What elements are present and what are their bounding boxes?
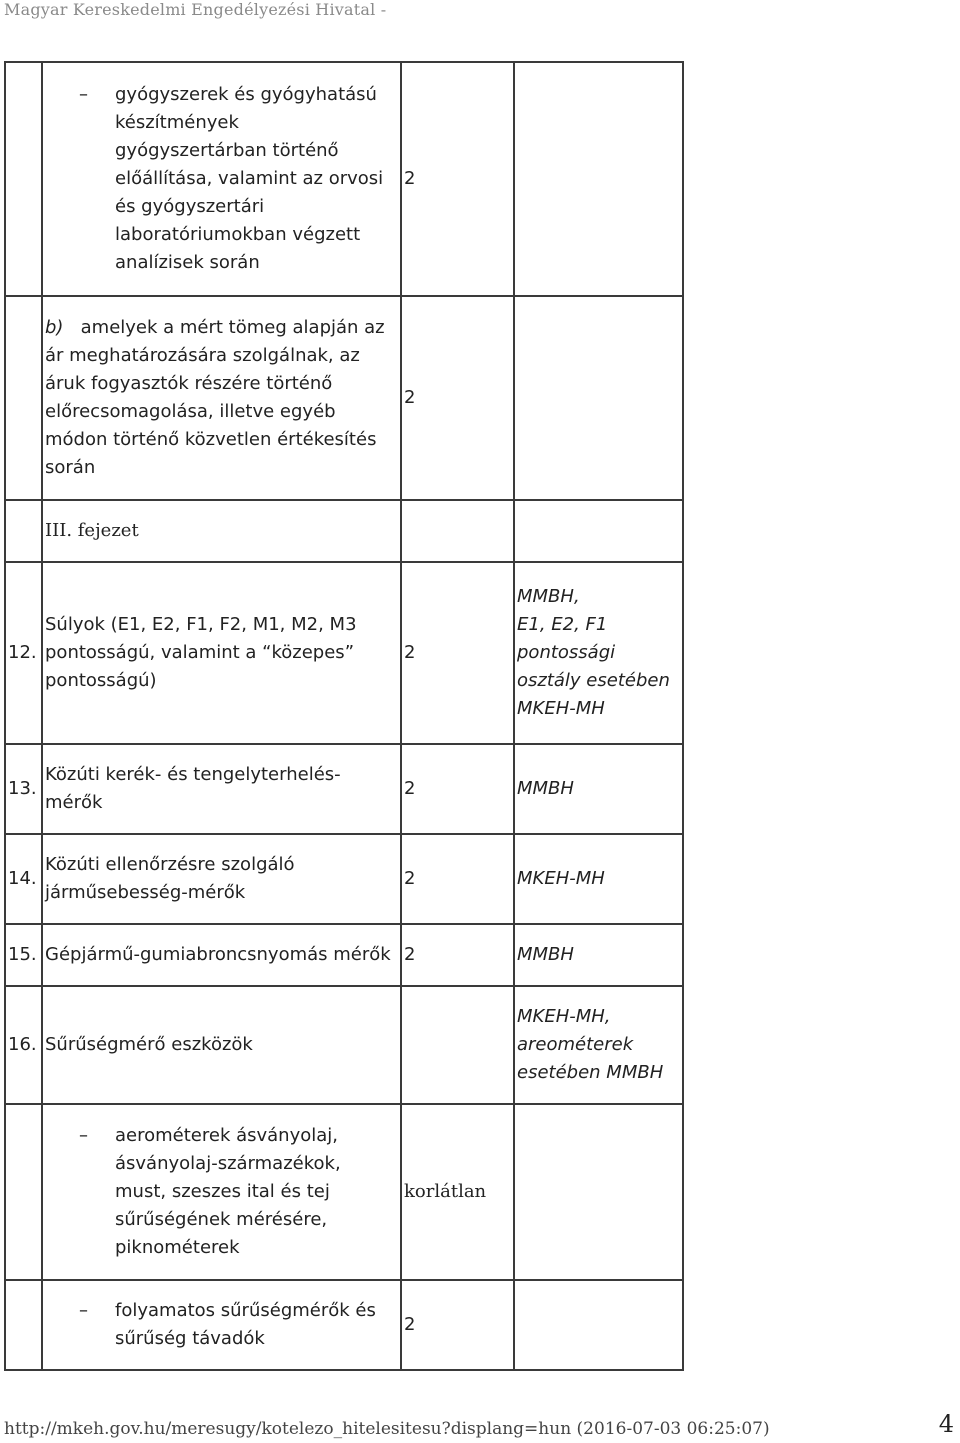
authority-cell: MKEH-MH <box>514 834 683 924</box>
page-header-title: Magyar Kereskedelmi Engedélyezési Hivatal - <box>4 0 387 19</box>
table-row <box>5 924 683 986</box>
description-text: aerométerek ásványolaj, ásványolaj-származékok, must, szeszes ital és tej sűrűségének mérésére, piknométerek <box>115 1125 341 1258</box>
value-cell: 2 <box>401 62 514 296</box>
row-number-cell: 15. <box>5 924 42 986</box>
description-text: folyamatos sűrűségmérők és sűrűség távadók <box>115 1300 376 1349</box>
authority-cell: MMBH <box>514 744 683 834</box>
authority-line: esetében MMBH <box>517 1062 664 1083</box>
authority-cell <box>514 562 683 744</box>
description-cell <box>42 1280 401 1370</box>
authority-cell <box>514 62 683 296</box>
value-cell: 2 <box>401 296 514 500</box>
description-text: amelyek a mért tömeg alapján az ár meghatározására szolgálnak, az áruk fogyasztók részére történő előrecsomagolása, illetve egyéb módon történő közvetlen értékesítés során <box>45 317 385 478</box>
authority-line: E1, E2, F1 <box>517 614 608 635</box>
page-number: 4 <box>938 1410 954 1438</box>
value-cell: korlátlan <box>401 1104 514 1280</box>
authority-line: pontossági <box>517 642 616 663</box>
table-row <box>5 296 683 500</box>
value-cell: 2 <box>401 1280 514 1370</box>
item-prefix: b) <box>45 317 64 338</box>
description-cell <box>42 744 401 834</box>
value-cell: 2 <box>401 744 514 834</box>
table-row <box>5 744 683 834</box>
description-text: gyógyszerek és gyógyhatású készítmények gyógyszertárban történő előállítása, valamint az orvosi és gyógyszertári laboratóriumokban végzett analízisek során <box>115 84 384 273</box>
row-number-cell <box>5 62 42 296</box>
footer-url: http://mkeh.gov.hu/meresugy/kotelezo_hitelesitesu?displang=hun (2016-07-03 06:25:07) <box>4 1419 770 1439</box>
row-number-cell: 14. <box>5 834 42 924</box>
table-row <box>5 834 683 924</box>
description-cell <box>42 834 401 924</box>
description-cell <box>42 1104 401 1280</box>
value-cell <box>401 500 514 562</box>
authority-cell <box>514 986 683 1104</box>
description-text: Közúti kerék- és tengelyterhelés-mérők <box>45 764 341 813</box>
authority-cell <box>514 296 683 500</box>
row-number-cell <box>5 1104 42 1280</box>
dash-marker: – <box>79 1300 88 1321</box>
row-number-cell <box>5 500 42 562</box>
table-row <box>5 562 683 744</box>
description-text: Gépjármű-gumiabroncsnyomás mérők <box>45 944 391 965</box>
authority-cell <box>514 500 683 562</box>
description-text: Sűrűségmérő eszközök <box>45 1034 253 1055</box>
value-cell: 2 <box>401 924 514 986</box>
row-number-cell <box>5 1280 42 1370</box>
authority-line: MKEH-MH <box>517 698 605 719</box>
description-cell <box>42 924 401 986</box>
row-number-cell: 16. <box>5 986 42 1104</box>
table-row <box>5 62 683 296</box>
description-text: Súlyok (E1, E2, F1, F2, M1, M2, M3 pontosságú, valamint a “közepes” pontosságú) <box>45 614 357 691</box>
table-row <box>5 500 683 562</box>
table-row <box>5 1280 683 1370</box>
description-cell <box>42 296 401 500</box>
description-text: Közúti ellenőrzésre szolgáló járműsebesség-mérők <box>45 854 295 903</box>
table-row <box>5 1104 683 1280</box>
value-cell: 2 <box>401 562 514 744</box>
authority-line: areométerek <box>517 1034 634 1055</box>
chapter-heading: III. fejezet <box>45 520 139 541</box>
dash-marker: – <box>79 84 88 105</box>
description-cell <box>42 986 401 1104</box>
authority-cell <box>514 1280 683 1370</box>
value-cell: 2 <box>401 834 514 924</box>
dash-marker: – <box>79 1125 88 1146</box>
row-number-cell: 13. <box>5 744 42 834</box>
table-row <box>5 986 683 1104</box>
authority-cell <box>514 1104 683 1280</box>
row-number-cell <box>5 296 42 500</box>
description-cell <box>42 562 401 744</box>
row-number-cell: 12. <box>5 562 42 744</box>
value-cell <box>401 986 514 1104</box>
verification-table <box>4 61 684 1371</box>
description-cell <box>42 62 401 296</box>
authority-line: MKEH-MH, <box>517 1006 611 1027</box>
authority-line: MMBH, <box>517 586 580 607</box>
chapter-heading-cell <box>42 500 401 562</box>
authority-cell: MMBH <box>514 924 683 986</box>
authority-line: osztály esetében <box>517 670 670 691</box>
